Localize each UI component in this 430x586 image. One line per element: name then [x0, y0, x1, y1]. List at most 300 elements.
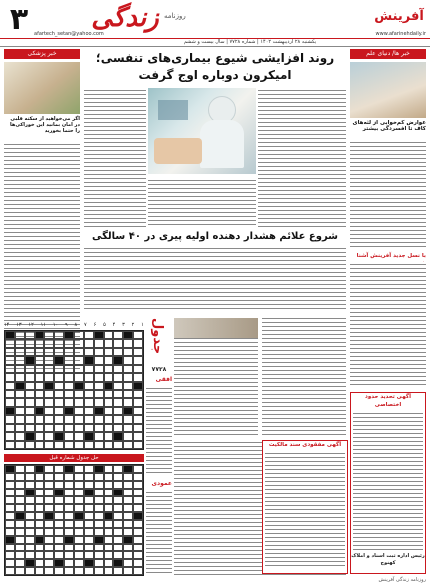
- crossword-cell: [5, 567, 15, 575]
- crossword-cell: [25, 520, 35, 528]
- crossword-cell: [84, 496, 94, 504]
- crossword-cell: [54, 465, 64, 473]
- crossword-cell: [25, 373, 35, 381]
- crossword-cell: [133, 348, 143, 356]
- crossword-cell: [15, 441, 25, 449]
- crossword-cell: [123, 348, 133, 356]
- crossword-cell: [133, 496, 143, 504]
- crossword-cell: [123, 465, 133, 473]
- crossword-cell: [74, 544, 84, 552]
- crossword-cell: [113, 441, 123, 449]
- crossword-cell: [35, 536, 45, 544]
- crossword-cell: [35, 520, 45, 528]
- crossword-cell: [94, 339, 104, 347]
- crossword-cell: [54, 504, 64, 512]
- crossword-cell: [133, 512, 143, 520]
- crossword-cell: [84, 339, 94, 347]
- col-number: ۱۱: [40, 322, 46, 328]
- crossword-cell: [35, 489, 45, 497]
- crossword-cell: [5, 473, 15, 481]
- crossword-cell: [15, 489, 25, 497]
- crossword-cell: [25, 424, 35, 432]
- crossword-cell: [123, 382, 133, 390]
- crossword-cell: [74, 441, 84, 449]
- crossword-cell: [133, 390, 143, 398]
- crossword-cell: [54, 551, 64, 559]
- crossword-cell: [25, 559, 35, 567]
- crossword-cell: [25, 496, 35, 504]
- crossword-cell: [5, 512, 15, 520]
- crossword-cell: [84, 551, 94, 559]
- crossword-cell: [35, 528, 45, 536]
- crossword-cell: [35, 415, 45, 423]
- crossword-cell: [15, 544, 25, 552]
- crossword-cell: [25, 512, 35, 520]
- crossword-cell: [35, 382, 45, 390]
- crossword-cell: [94, 441, 104, 449]
- crossword-cell: [44, 496, 54, 504]
- middle-text-col-1: [262, 316, 346, 436]
- crossword-cell: [44, 481, 54, 489]
- crossword-cell: [54, 339, 64, 347]
- crossword-cell: [74, 504, 84, 512]
- crossword-cell: [15, 473, 25, 481]
- col-number: ۱۳: [16, 322, 22, 328]
- crossword-cell: [113, 331, 123, 339]
- crossword-cell: [113, 504, 123, 512]
- crossword-cell: [25, 339, 35, 347]
- crossword-cell: [44, 559, 54, 567]
- crossword-cell: [44, 407, 54, 415]
- right-column-photo: [350, 62, 426, 118]
- crossword-cell: [133, 398, 143, 406]
- main-headline-line2: امیکرون دوباره اوج گرفت: [138, 68, 292, 82]
- crossword-cell: [113, 365, 123, 373]
- crossword-cell: [54, 331, 64, 339]
- crossword-cell: [84, 432, 94, 440]
- crossword-cell: [84, 348, 94, 356]
- crossword-cell: [74, 536, 84, 544]
- crossword-cell: [104, 390, 114, 398]
- crossword-cell: [74, 356, 84, 364]
- crossword-cell: [54, 567, 64, 575]
- crossword-cell: [15, 365, 25, 373]
- left-column-headline: اگر می‌خواهید از سکته قلبی در امان بمانید این خوراکی‌ها را حتما بخورید: [9, 116, 80, 134]
- crossword-cell: [84, 544, 94, 552]
- crossword-cell: [35, 551, 45, 559]
- crossword-cell: [25, 407, 35, 415]
- crossword-cell: [35, 481, 45, 489]
- crossword-cell: [84, 373, 94, 381]
- crossword-cell: [123, 415, 133, 423]
- crossword-cell: [123, 365, 133, 373]
- crossword-cell: [94, 559, 104, 567]
- crossword-vertical-label: عمودی: [151, 480, 172, 487]
- crossword-cell: [54, 441, 64, 449]
- crossword-cell: [25, 390, 35, 398]
- crossword-cell: [84, 424, 94, 432]
- crossword-cell: [113, 339, 123, 347]
- crossword-cell: [5, 551, 15, 559]
- crossword-cell: [104, 424, 114, 432]
- crossword-cell: [35, 424, 45, 432]
- crossword-cell: [44, 365, 54, 373]
- main-article-text-left: [84, 88, 146, 228]
- crossword-cell: [5, 520, 15, 528]
- crossword-cell: [133, 432, 143, 440]
- crossword-cell: [84, 489, 94, 497]
- crossword-cell: [123, 398, 133, 406]
- crossword-cell: [113, 473, 123, 481]
- crossword-cell: [15, 512, 25, 520]
- crossword-cell: [74, 528, 84, 536]
- masthead: [0, 0, 430, 46]
- crossword-cell: [15, 348, 25, 356]
- crossword-cell: [5, 339, 15, 347]
- crossword-cell: [113, 424, 123, 432]
- crossword-cell: [74, 424, 84, 432]
- crossword-cell: [104, 481, 114, 489]
- crossword-cell: [44, 424, 54, 432]
- col-number: ۶: [93, 322, 97, 328]
- crossword-cell: [123, 559, 133, 567]
- col-number: ۴: [112, 322, 116, 328]
- crossword-cell: [54, 536, 64, 544]
- bottom-left-notice-headline: آگهی مفقودی سند مالکیت: [268, 442, 342, 448]
- main-headline-line1: روند افزایشی شیوع بیماری‌های تنفسی؛: [95, 51, 335, 65]
- section-label-health: خبر پزشکی: [4, 49, 80, 59]
- crossword-cell: [74, 348, 84, 356]
- crossword-cell: [104, 331, 114, 339]
- crossword-cell: [94, 424, 104, 432]
- crossword-cell: [5, 536, 15, 544]
- crossword-cell: [94, 356, 104, 364]
- main-headline: [84, 50, 346, 86]
- crossword-cell: [123, 528, 133, 536]
- crossword-cell: [123, 544, 133, 552]
- crossword-cell: [104, 441, 114, 449]
- crossword-cell: [104, 559, 114, 567]
- crossword-cell: [35, 365, 45, 373]
- crossword-cell: [15, 373, 25, 381]
- crossword-cell: [25, 432, 35, 440]
- crossword-cell: [25, 551, 35, 559]
- crossword-cell: [25, 356, 35, 364]
- crossword-cell: [123, 390, 133, 398]
- crossword-cell: [84, 481, 94, 489]
- crossword-cell: [64, 331, 74, 339]
- crossword-cell: [5, 331, 15, 339]
- crossword-cell: [113, 496, 123, 504]
- crossword-label: جدول: [150, 318, 165, 355]
- crossword-cell: [74, 373, 84, 381]
- crossword-cell: [113, 432, 123, 440]
- crossword-cell: [133, 559, 143, 567]
- col-number: ۹: [65, 322, 68, 328]
- crossword-cell: [113, 489, 123, 497]
- crossword-cell: [44, 544, 54, 552]
- crossword-cell: [133, 465, 143, 473]
- crossword-cell: [123, 441, 133, 449]
- crossword-cell: [133, 415, 143, 423]
- crossword-cell: [104, 536, 114, 544]
- crossword-cell: [44, 339, 54, 347]
- crossword-cell: [94, 544, 104, 552]
- crossword-cell: [64, 415, 74, 423]
- crossword-cell: [35, 441, 45, 449]
- crossword-cell: [5, 544, 15, 552]
- crossword-cell: [25, 348, 35, 356]
- crossword-cell: [104, 528, 114, 536]
- crossword-cell: [133, 551, 143, 559]
- crossword-cell: [54, 373, 64, 381]
- crossword-cell: [123, 331, 133, 339]
- crossword-cell: [123, 373, 133, 381]
- crossword-cell: [44, 382, 54, 390]
- crossword-cell: [54, 424, 64, 432]
- crossword-cell: [54, 407, 64, 415]
- crossword-cell: [35, 356, 45, 364]
- col-number: ۱۲: [28, 322, 34, 328]
- crossword-cell: [113, 512, 123, 520]
- crossword-cell: [64, 373, 74, 381]
- crossword-cell: [94, 407, 104, 415]
- crossword-cell: [15, 496, 25, 504]
- crossword-cell: [35, 407, 45, 415]
- crossword-cell: [104, 544, 114, 552]
- crossword-cell: [74, 567, 84, 575]
- crossword-cell: [84, 441, 94, 449]
- crossword-cell: [44, 373, 54, 381]
- crossword-cell: [94, 365, 104, 373]
- crossword-cell: [15, 481, 25, 489]
- crossword-cell: [35, 559, 45, 567]
- crossword-cell: [15, 407, 25, 415]
- crossword-cell: [104, 551, 114, 559]
- crossword-cell: [113, 348, 123, 356]
- crossword-cell: [64, 441, 74, 449]
- crossword-cell: [123, 536, 133, 544]
- crossword-cell: [74, 415, 84, 423]
- crossword-cell: [64, 528, 74, 536]
- crossword-cell: [44, 356, 54, 364]
- crossword-cell: [25, 544, 35, 552]
- crossword-cell: [113, 520, 123, 528]
- crossword-cell: [104, 432, 114, 440]
- crossword-cell: [133, 520, 143, 528]
- crossword-cell: [54, 365, 64, 373]
- col-number: ۱: [141, 322, 144, 328]
- crossword-cell: [25, 365, 35, 373]
- crossword-cell: [133, 473, 143, 481]
- crossword-cell: [133, 536, 143, 544]
- col-number: ۳: [122, 322, 125, 328]
- crossword-cell: [5, 504, 15, 512]
- main-article-text-right: [258, 88, 346, 228]
- crossword-cell: [113, 373, 123, 381]
- crossword-cell: [94, 398, 104, 406]
- crossword-cell: [84, 528, 94, 536]
- crossword-cell: [54, 559, 64, 567]
- crossword-cell: [133, 481, 143, 489]
- crossword-cell: [15, 432, 25, 440]
- col-number: ۲: [131, 322, 135, 328]
- crossword-cell: [104, 407, 114, 415]
- crossword-cell: [104, 398, 114, 406]
- crossword-cell: [44, 520, 54, 528]
- crossword-cell: [5, 356, 15, 364]
- crossword-cell: [25, 473, 35, 481]
- crossword-cell: [133, 528, 143, 536]
- crossword-cell: [74, 512, 84, 520]
- bottom-right-notice-box: [350, 392, 426, 574]
- crossword-cell: [94, 489, 104, 497]
- logo: [372, 4, 426, 30]
- crossword-cell: [64, 520, 74, 528]
- crossword-cell: [94, 567, 104, 575]
- crossword-grid: [4, 330, 144, 450]
- crossword-cell: [15, 465, 25, 473]
- crossword-cell: [5, 441, 15, 449]
- crossword-cell: [113, 481, 123, 489]
- crossword-cell: [64, 365, 74, 373]
- crossword-cell: [84, 415, 94, 423]
- crossword-cell: [5, 481, 15, 489]
- crossword-cell: [64, 407, 74, 415]
- crossword-cell: [123, 432, 133, 440]
- crossword-cell: [64, 398, 74, 406]
- crossword-cell: [35, 544, 45, 552]
- crossword-cell: [133, 356, 143, 364]
- crossword-cell: [54, 512, 64, 520]
- crossword-cell: [123, 407, 133, 415]
- crossword-cell: [5, 382, 15, 390]
- crossword-vertical-clues: [146, 490, 172, 576]
- crossword-cell: [94, 536, 104, 544]
- crossword-cell: [113, 415, 123, 423]
- crossword-cell: [104, 356, 114, 364]
- crossword-cell: [113, 465, 123, 473]
- crossword-cell: [15, 559, 25, 567]
- crossword-cell: [123, 520, 133, 528]
- crossword-cell: [15, 415, 25, 423]
- crossword-cell: [54, 356, 64, 364]
- crossword-cell: [15, 551, 25, 559]
- crossword-cell: [104, 512, 114, 520]
- crossword-cell: [44, 465, 54, 473]
- crossword-cell: [133, 331, 143, 339]
- crossword-cell: [84, 398, 94, 406]
- crossword-cell: [44, 415, 54, 423]
- crossword-cell: [35, 348, 45, 356]
- crossword-cell: [84, 504, 94, 512]
- crossword-cell: [74, 382, 84, 390]
- crossword-cell: [35, 390, 45, 398]
- crossword-cell: [64, 432, 74, 440]
- crossword-cell: [44, 536, 54, 544]
- right-column-headline: عوارض کم‌خوابی از لثه‌های کاف تا افسردگی بیشتر: [352, 120, 426, 132]
- crossword-cell: [133, 407, 143, 415]
- crossword-cell: [15, 356, 25, 364]
- crossword-cell: [15, 382, 25, 390]
- right-column-subhead: با نسل جدید آفرینش آشنا: [356, 253, 426, 259]
- crossword-cell: [5, 496, 15, 504]
- crossword-cell: [133, 373, 143, 381]
- crossword-cell: [104, 373, 114, 381]
- crossword-cell: [104, 489, 114, 497]
- crossword-cell: [104, 339, 114, 347]
- crossword-cell: [104, 348, 114, 356]
- crossword-cell: [35, 373, 45, 381]
- crossword-cell: [133, 441, 143, 449]
- crossword-cell: [113, 382, 123, 390]
- crossword-cell: [74, 481, 84, 489]
- crossword-cell: [15, 504, 25, 512]
- crossword-cell: [74, 331, 84, 339]
- bottom-left-notice-box: [262, 440, 348, 574]
- left-column-photo: [4, 62, 80, 114]
- crossword-cell: [44, 398, 54, 406]
- crossword-cell: [104, 382, 114, 390]
- crossword-cell: [94, 504, 104, 512]
- crossword-cell: [123, 489, 133, 497]
- crossword-cell: [84, 512, 94, 520]
- crossword-cell: [94, 432, 104, 440]
- crossword-cell: [74, 407, 84, 415]
- crossword-cell: [64, 339, 74, 347]
- crossword-cell: [5, 390, 15, 398]
- crossword-cell: [64, 496, 74, 504]
- masthead-title: زندگی: [91, 3, 159, 33]
- crossword-cell: [133, 567, 143, 575]
- crossword-cell: [54, 432, 64, 440]
- crossword-column-numbers: [4, 322, 144, 328]
- crossword-cell: [123, 512, 133, 520]
- date-line: یکشنبه ۲۸ اردیبهشت ۱۴۰۲ | شماره ۷۷۲۸ | سال بیست و ششم: [183, 39, 317, 45]
- crossword-cell: [54, 390, 64, 398]
- crossword-cell: [64, 356, 74, 364]
- crossword-cell: [113, 551, 123, 559]
- crossword-cell: [133, 489, 143, 497]
- crossword-cell: [15, 398, 25, 406]
- crossword-cell: [84, 559, 94, 567]
- crossword-cell: [133, 504, 143, 512]
- crossword-cell: [5, 373, 15, 381]
- crossword-cell: [133, 365, 143, 373]
- crossword-cell: [35, 432, 45, 440]
- crossword-cell: [74, 390, 84, 398]
- crossword-cell: [5, 348, 15, 356]
- crossword-cell: [104, 567, 114, 575]
- crossword-cell: [15, 424, 25, 432]
- crossword-cell: [94, 528, 104, 536]
- crossword-cell: [64, 481, 74, 489]
- crossword-cell: [25, 382, 35, 390]
- crossword-cell: [94, 551, 104, 559]
- right-column-text-2: [350, 262, 426, 388]
- crossword-cell: [74, 365, 84, 373]
- crossword-cell: [64, 473, 74, 481]
- crossword-cell: [54, 415, 64, 423]
- crossword-cell: [84, 465, 94, 473]
- crossword-cell: [74, 520, 84, 528]
- crossword-cell: [64, 465, 74, 473]
- crossword-cell: [44, 528, 54, 536]
- website: www.afarinehdaily.ir: [375, 31, 426, 37]
- crossword-cell: [123, 496, 133, 504]
- crossword-cell: [113, 356, 123, 364]
- crossword-cell: [35, 465, 45, 473]
